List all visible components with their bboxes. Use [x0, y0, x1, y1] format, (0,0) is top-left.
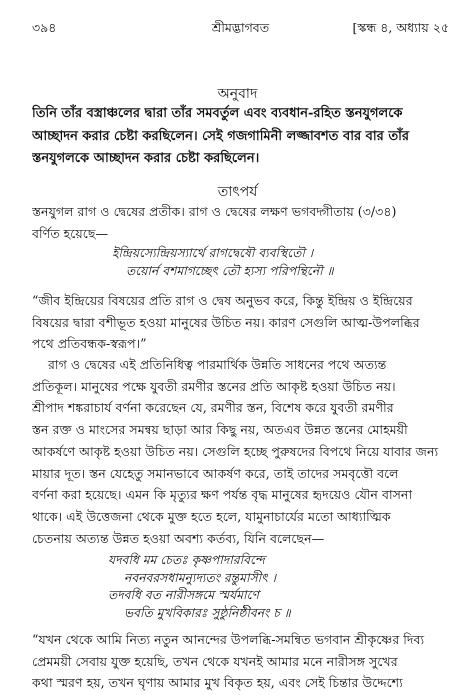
verse-line: যদবধি মম চেতঃ কৃষ্ণপাদারবিন্দে	[108, 553, 265, 567]
intro-line: স্তনযুগল রাগ ও দ্বেষের প্রতীক। রাগ ও দ্বেষের লক্ষণ ভগবদ্গীতায় (৩/৩৪)	[32, 204, 397, 219]
quote-line: পথে প্রতিবন্ধক-স্বরূপ।”	[32, 336, 147, 352]
paragraph-line: রাগ ও দ্বেষের এই প্রতিনিধিত্ব পারমার্থিক উন্নতি সাধনের পথে অত্যন্ত	[48, 357, 387, 372]
verse-line: তদবধি বত নারীসঙ্গমে স্মর্যমাণে	[108, 588, 259, 602]
quote-line: প্রেমময়ী সেবায় যুক্ত হয়েছি, তখন থেকে যখনই আমার মনে নারীসঙ্গ সুখের	[32, 653, 398, 669]
page-number: ৩৯৪	[32, 20, 57, 35]
paragraph-line: বর্ণনা করা হয়েছে। এমন কি মৃত্যুর ক্ষণ পর্যন্ত বৃদ্ধ মানুষের হৃদয়েও যৌন বাসনা	[32, 487, 413, 503]
paragraph-line: চেতনায় অত্যন্ত উন্নত হওয়া অবশ্য কর্তব্য, যিনি বলেছেন—	[32, 530, 325, 546]
book-title: শ্রীমদ্ভাগবত	[211, 20, 270, 35]
translation-heading: অনুবাদ	[217, 86, 258, 102]
purport-heading: তাৎপর্য	[217, 184, 258, 200]
paragraph-line: শ্রীপাদ শঙ্করাচার্য বর্ণনা করেছেন যে, রমণীর স্তন, বিশেষ করে যুবতী রমণীর	[32, 400, 394, 416]
paragraph-line: প্রতিকূল। মানুষের পক্ষে যুবতী রমণীর স্তনের প্রতি আকৃষ্ট হওয়া উচিত নয়।	[32, 378, 396, 394]
translation-line: আচ্ছাদন করার চেষ্টা করছিলেন। সেই গজগামিনী লজ্জাবশত বার বার তাঁর	[32, 128, 409, 144]
quote-line: কথা স্মরণ হয়, তখন ঘৃণায় আমার মুখ বিকৃত হয়, এবং সেই চিন্তার উদ্দেশ্যে	[32, 675, 403, 691]
gita-translation-quote	[32, 290, 449, 355]
translation-text	[32, 103, 449, 171]
verse-line: ভবতি মুখবিকারঃ সুষ্ঠুনিষ্ঠীবনং চ ॥	[124, 605, 291, 620]
chapter-reference: [স্কন্ধ ৪, অধ্যায় ২৫	[352, 20, 449, 35]
intro-line: বর্ণিত হয়েছে—	[32, 225, 109, 241]
sanskrit-verse-yamunacarya	[108, 552, 291, 622]
verse-line: ইন্দ্রিয়স্যেন্দ্রিয়স্যার্থে রাগদ্বেষৌ ব্যবস্থিতৌ ।	[112, 246, 314, 260]
quote-line: “জীব ইন্দ্রিয়ের বিষয়ের প্রতি রাগ ও দ্বেষ অনুভব করে, কিন্তু ইন্দ্রিয় ও ইন্দ্রিয়ের	[32, 293, 413, 308]
paragraph-line: আকর্ষণে আকৃষ্ট হওয়া উচিত নয়। সেগুলি হচ্ছে পুরুষদের বিপথে নিয়ে যাবার জন্য	[32, 443, 439, 459]
paragraph-line: স্তন রক্ত ও মাংসের সমন্বয় ছাড়া আর কিছু নয়, অতএব উন্নত স্তনের মোহময়ী	[32, 422, 408, 438]
verse-line: নবনবরসধামন্যুদ্যতং রন্তুমাসীৎ ।	[124, 570, 277, 585]
purport-paragraph	[32, 354, 449, 549]
paragraph-line: মায়ার দূত। স্তন যেহেতু সমানভাবে আকর্ষণ করে, তাই তাদের সমবৃত্তৌ বলে	[32, 465, 399, 481]
verse-line: তয়োর্ন বশমাগচ্ছেৎ তৌ হ্যস্য পরিপন্থিনৌ ॥	[126, 263, 334, 278]
paragraph-line: থাকে। এই উত্তেজনা থেকে মুক্ত হতে হলে, যামুনাচার্যের মতো আধ্যাত্মিক	[32, 508, 391, 524]
sanskrit-verse-gita	[112, 245, 334, 280]
translation-line: স্তনযুগলকে আচ্ছাদন করার চেষ্টা করছিলেন।	[32, 151, 260, 167]
yamunacarya-translation-quote	[32, 629, 449, 694]
translation-line: তিনি তাঁর বস্ত্রাঞ্চলের দ্বারা তাঁর সমবর্তুল এবং ব্যবধান-রহিত স্তনযুগলকে	[32, 106, 403, 121]
quote-line: বিষয়ের দ্বারা বশীভূত হওয়া মানুষের উচিত নয়। কারণ সেগুলি আত্ম-উপলব্ধির	[32, 314, 420, 330]
running-header	[32, 20, 449, 38]
quote-line: “যখন থেকে আমি নিত্য নতুন আনন্দের উপলব্ধি-সমন্বিত ভগবান শ্রীকৃষ্ণের দিব্য	[32, 632, 425, 647]
purport-intro	[32, 201, 449, 244]
